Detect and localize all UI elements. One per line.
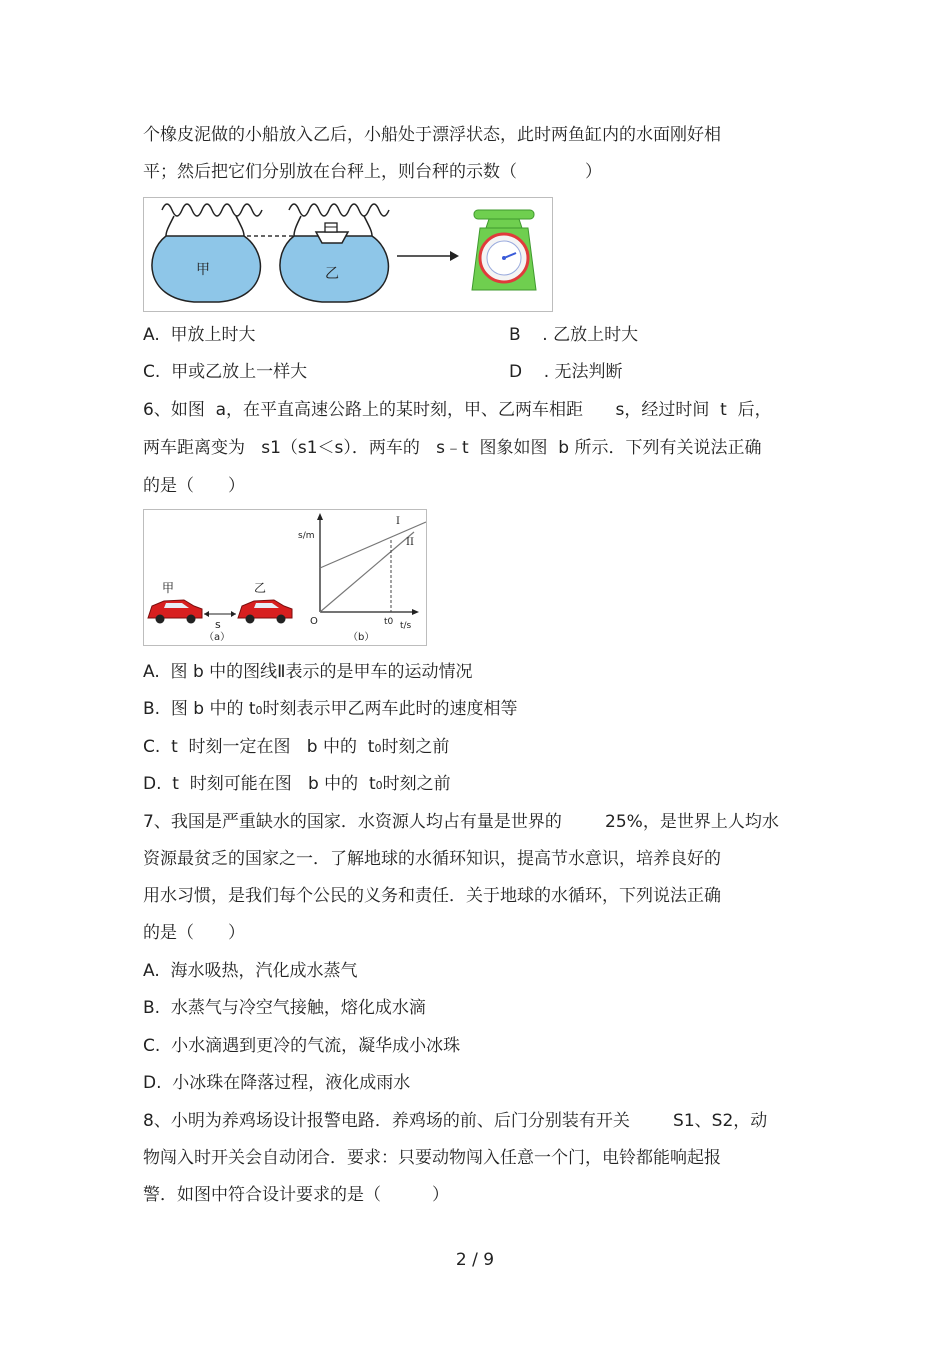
q8-line-2: 物闯入时开关会自动闭合．要求：只要动物闯入任意一个门，电铃都能响起报 <box>143 1148 721 1168</box>
q7-option-c: C. 小水滴遇到更冷的气流，凝华成小冰珠 <box>143 1036 461 1056</box>
q7-line-4: 的是（ ） <box>143 923 245 943</box>
line-I <box>320 532 414 612</box>
q5-option-b: B . 乙放上时大 <box>509 325 639 345</box>
q6-option-a: A. 图 b 中的图线Ⅱ表示的是甲车的运动情况 <box>143 662 473 682</box>
car-a-label: 甲 <box>162 581 175 595</box>
q8-line-1: 8、小明为养鸡场设计报警电路．养鸡场的前、后门分别装有开关 S1、S2，动 <box>143 1111 768 1131</box>
car-a-icon <box>148 600 202 624</box>
t0-label: t0 <box>384 617 394 627</box>
q6-option-d: D. t 时刻可能在图 b 中的 t0时刻之前 <box>143 774 451 794</box>
q7-line-2: 资源最贫乏的国家之一．了解地球的水循环知识，提高节水意识，培养良好的 <box>143 849 721 869</box>
fish-tank-illustration <box>144 198 552 311</box>
q7-option-d: D. 小冰珠在降落过程，液化成雨水 <box>143 1073 411 1093</box>
q5-line-2: 平；然后把它们分别放在台秤上，则台秤的示数（ ） <box>143 162 602 182</box>
left-tank-label: 甲 <box>196 262 210 278</box>
car-motion-figure <box>143 509 427 646</box>
y-axis-label: s/m <box>298 531 315 541</box>
page-number: 2 / 9 <box>455 1250 495 1270</box>
q6-line-2: 两车距离变为 s1（s1＜s）．两车的 s﹣t 图象如图 b 所示．下列有关说法正确 <box>143 438 762 458</box>
q5-line-1: 个橡皮泥做的小船放入乙后，小船处于漂浮状态，此时两鱼缸内的水面刚好相 <box>143 125 721 145</box>
scale-icon <box>472 210 536 290</box>
line-I-label: I <box>396 516 400 527</box>
car-b-label: 乙 <box>254 581 267 595</box>
distance-label: s <box>215 618 221 631</box>
origin-label: O <box>310 616 318 627</box>
q8-line-3: 警．如图中符合设计要求的是（ ） <box>143 1185 449 1205</box>
q7-option-a: A. 海水吸热，汽化成水蒸气 <box>143 961 358 981</box>
q5-option-a: A. 甲放上时大 <box>143 325 256 345</box>
q7-line-3: 用水习惯，是我们每个公民的义务和责任．关于地球的水循环，下列说法正确 <box>143 886 721 906</box>
q6-line-1: 6、如图 a，在平直高速公路上的某时刻，甲、乙两车相距 s，经过时间 t 后， <box>143 400 772 420</box>
q7-option-b: B. 水蒸气与冷空气接触，熔化成水滴 <box>143 998 426 1018</box>
car-b-icon <box>238 600 292 624</box>
right-tank-label: 乙 <box>325 266 339 282</box>
boat <box>316 232 348 243</box>
car-motion-illustration <box>144 510 426 645</box>
q6-option-c: C. t 时刻一定在图 b 中的 t0时刻之前 <box>143 737 450 757</box>
line-II-label: II <box>406 537 414 548</box>
fish-tank-figure <box>143 197 553 312</box>
caption-b: （b） <box>348 632 375 643</box>
q5-option-d: D . 无法判断 <box>509 362 623 382</box>
caption-a: （a） <box>204 632 231 643</box>
q5-option-c: C. 甲或乙放上一样大 <box>143 362 308 382</box>
x-axis-label: t/s <box>400 621 412 631</box>
q6-option-b: B. 图 b 中的 t0时刻表示甲乙两车此时的速度相等 <box>143 699 518 719</box>
q7-line-1: 7、我国是严重缺水的国家．水资源人均占有量是世界的 25%，是世界上人均水 <box>143 812 779 832</box>
q6-line-3: 的是（ ） <box>143 476 245 496</box>
